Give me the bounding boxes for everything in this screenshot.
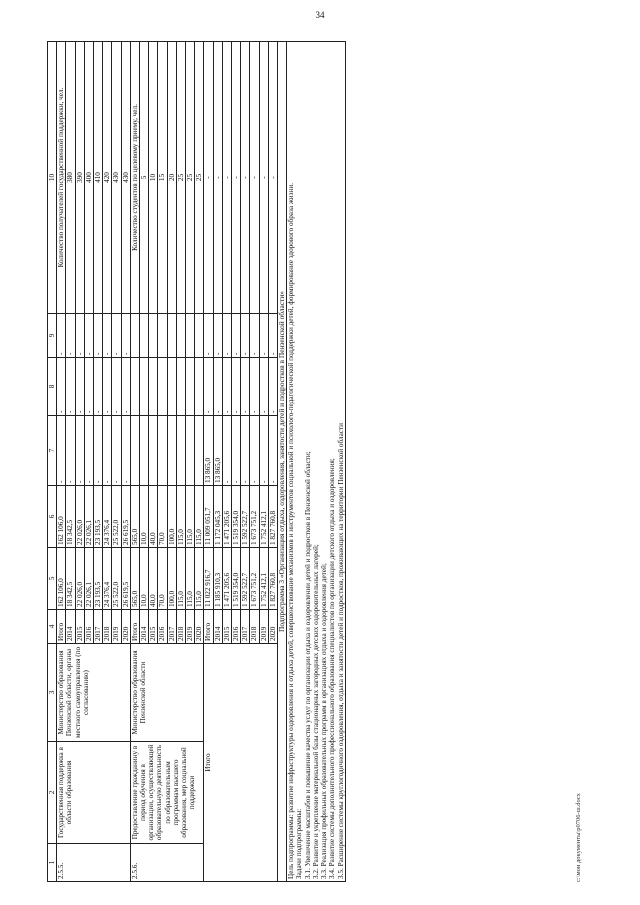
cell-f8: - [259, 358, 268, 416]
cell-f8: - [84, 358, 93, 416]
cell-year: 2018 [250, 610, 259, 644]
cell-f7: - [268, 416, 277, 486]
cell-f5: 22 026,0 [75, 548, 84, 610]
col-6-header: 6 [48, 486, 57, 548]
cell-f6: 10,0 [140, 486, 149, 548]
cell-f8: - [66, 358, 75, 416]
cell-f7 [149, 416, 158, 486]
row-number: 2.5.6. [130, 844, 204, 882]
cell-f6: 1 673 751,2 [250, 486, 259, 548]
cell-f5: 115,0 [176, 548, 185, 610]
cell-f5: 162 106,0 [57, 548, 66, 610]
cell-year: 2016 [84, 610, 93, 644]
cell-f6: 1 519 354,0 [232, 486, 241, 548]
cell-f5: 1 673 751,2 [250, 548, 259, 610]
cell-f8 [158, 358, 167, 416]
cell-year: 2016 [158, 610, 167, 644]
cell-f9 [130, 314, 139, 358]
cell-f5: 11 022 916,7 [204, 548, 213, 610]
cell-f6: 1 172 045,3 [213, 486, 222, 548]
cell-f8: - [213, 358, 222, 416]
cell-f10: 25 [176, 42, 185, 314]
cell-f7 [140, 416, 149, 486]
cell-f8: - [232, 358, 241, 416]
table-row [204, 42, 213, 882]
col-8-header: 8 [48, 358, 57, 416]
cell-f9: - [121, 314, 130, 358]
cell-f7: - [121, 416, 130, 486]
cell-f7 [176, 416, 185, 486]
cell-f9 [186, 314, 195, 358]
col-1-header: 1 [48, 844, 57, 882]
cell-f10: 390 [75, 42, 84, 314]
cell-f5: 40,0 [149, 548, 158, 610]
cell-year: 2018 [103, 610, 112, 644]
cell-year: 2019 [112, 610, 121, 644]
cell-f8 [140, 358, 149, 416]
cell-f8: - [241, 358, 250, 416]
col-4-header: 4 [48, 610, 57, 644]
cell-f9 [149, 314, 158, 358]
cell-f5: 23 193,5 [94, 548, 103, 610]
cell-f10: 410 [94, 42, 103, 314]
table-row [57, 42, 66, 882]
tasks-title: Задачи подпрограммы: [295, 808, 304, 879]
cell-f10: - [213, 42, 222, 314]
cell-f9 [176, 314, 185, 358]
goal-row [287, 42, 345, 882]
cell-f5: 1 592 522,7 [241, 548, 250, 610]
cell-year: 2020 [195, 610, 204, 644]
cell-f7 [130, 416, 139, 486]
col-5-header: 5 [48, 548, 57, 610]
cell-f9 [167, 314, 176, 358]
cell-f6: 40,0 [149, 486, 158, 548]
task-1: 3.1. Увеличение масштабов и повышение качества услуг по организации отдыха и оздоровлении детей и подростков в Пензенской области; [303, 451, 312, 879]
cell-f6: 26 619,5 [121, 486, 130, 548]
cell-f6: 18 342,5 [66, 486, 75, 548]
page-number: 34 [315, 10, 325, 20]
cell-year: 2017 [167, 610, 176, 644]
cell-f10: - [259, 42, 268, 314]
col-7-header: 7 [48, 416, 57, 486]
cell-year: Итого [57, 610, 66, 644]
cell-f5: 100,0 [167, 548, 176, 610]
cell-f7: - [222, 416, 231, 486]
cell-f7 [186, 416, 195, 486]
cell-f10: 400 [84, 42, 93, 314]
cell-f7: - [259, 416, 268, 486]
cell-f7 [167, 416, 176, 486]
cell-year: 2020 [268, 610, 277, 644]
cell-f6: 115,0 [186, 486, 195, 548]
cell-f6: 1 752 412,1 [259, 486, 268, 548]
cell-f6: 115,0 [195, 486, 204, 548]
cell-f7 [158, 416, 167, 486]
cell-f5: 10,0 [140, 548, 149, 610]
cell-f10: 25 [186, 42, 195, 314]
cell-f7: - [250, 416, 259, 486]
cell-f6: 1 471 205,6 [222, 486, 231, 548]
cell-f6: 1 592 522,7 [241, 486, 250, 548]
cell-f7: 13 865,0 [213, 416, 222, 486]
cell-f8: - [222, 358, 231, 416]
cell-f9: - [259, 314, 268, 358]
cell-year: 2018 [176, 610, 185, 644]
cell-f8: - [57, 358, 66, 416]
cell-f6: 11 009 051,7 [204, 486, 213, 548]
cell-year: 2014 [66, 610, 75, 644]
cell-year: 2020 [121, 610, 130, 644]
cell-f9 [158, 314, 167, 358]
total-label: Итого [204, 644, 278, 882]
cell-f7: - [103, 416, 112, 486]
cell-f7: - [75, 416, 84, 486]
cell-f8 [176, 358, 185, 416]
cell-f9 [195, 314, 204, 358]
cell-f6: 100,0 [167, 486, 176, 548]
cell-f10: - [204, 42, 213, 314]
cell-f10: 380 [66, 42, 75, 314]
cell-f8 [130, 358, 139, 416]
cell-f6: 24 376,4 [103, 486, 112, 548]
cell-f7: - [57, 416, 66, 486]
cell-year: Итого [204, 610, 213, 644]
footer-path: c:\мои документы\p0706-ш.docx [575, 793, 582, 882]
cell-year: 2017 [241, 610, 250, 644]
cell-year: 2015 [75, 610, 84, 644]
task-5: 3.5. Расширение системы круглогодичного оздоровления, отдыха и занятости детей и подростков, проживающих на территории Пензенской области [336, 423, 345, 879]
cell-f10: Количество студентов по целевому приему, чел. [130, 42, 139, 314]
cell-f8: - [121, 358, 130, 416]
header-row [48, 42, 57, 882]
cell-f10: - [232, 42, 241, 314]
cell-f5: 1 752 412,1 [259, 548, 268, 610]
cell-f9: - [268, 314, 277, 358]
cell-f9: - [213, 314, 222, 358]
cell-f5: 24 376,4 [103, 548, 112, 610]
cell-f9: - [75, 314, 84, 358]
cell-f5: 115,0 [195, 548, 204, 610]
cell-f9: - [222, 314, 231, 358]
cell-year: 2016 [232, 610, 241, 644]
cell-f6: 22 026,1 [84, 486, 93, 548]
subprogram-title-row [278, 42, 287, 882]
cell-f8: - [268, 358, 277, 416]
cell-f10: 430 [112, 42, 121, 314]
cell-f7: - [94, 416, 103, 486]
cell-f9: - [112, 314, 121, 358]
goal-block [287, 42, 345, 882]
cell-f9: - [57, 314, 66, 358]
executor: Министерство образования Пензенской области, органы местного самоуправления (по согласованию) [57, 644, 131, 742]
cell-f10: - [268, 42, 277, 314]
cell-f10: 10 [149, 42, 158, 314]
goal-text: Цель подпрограммы: развитие инфраструктуры оздоровления и отдыха детей, совершенствование механизмов и инструментов социальной и психолого-педагогической поддержки детей, формирование здорового образа жизни. [287, 183, 296, 879]
cell-f10: Количество получателей государственной поддержки, чел. [57, 42, 66, 314]
measure-name: Государственная поддержка в области образования [57, 742, 131, 844]
cell-f5: 25 522,0 [112, 548, 121, 610]
cell-f5: 1 519 354,0 [232, 548, 241, 610]
cell-year: 2017 [94, 610, 103, 644]
cell-f5: 1 827 760,8 [268, 548, 277, 610]
cell-f6: 162 106,0 [57, 486, 66, 548]
cell-f8: - [112, 358, 121, 416]
cell-f6: 25 522,0 [112, 486, 121, 548]
cell-year: 2014 [140, 610, 149, 644]
cell-f7 [195, 416, 204, 486]
col-2-header: 2 [48, 742, 57, 844]
table-row [130, 42, 139, 882]
cell-f10: 430 [121, 42, 130, 314]
cell-year: 2015 [149, 610, 158, 644]
cell-f7: - [84, 416, 93, 486]
task-3: 3.3. Реализация профильных образовательных программ в организациях отдыха и оздоровления детей; [320, 563, 329, 879]
cell-f10: 5 [140, 42, 149, 314]
cell-f8 [149, 358, 158, 416]
cell-f10: 20 [167, 42, 176, 314]
cell-f10: 15 [158, 42, 167, 314]
cell-f5: 70,0 [158, 548, 167, 610]
cell-f8 [167, 358, 176, 416]
cell-f9: - [66, 314, 75, 358]
task-2: 3.2. Развитие и укрепление материальной базы стационарных загородных детских оздоровительных лагерей; [311, 544, 320, 879]
subprogram-title: Подпрограмма 3 «Организация отдыха, оздоровления, занятости детей и подростков в Пензенской области» [278, 42, 287, 882]
cell-f8: - [250, 358, 259, 416]
cell-f9: - [204, 314, 213, 358]
task-4: 3.4. Развитие системы дополнительного профессионального образования специалистов по организации детского отдыха и оздоровления; [328, 458, 337, 879]
cell-f8: - [103, 358, 112, 416]
cell-f5: 22 026,1 [84, 548, 93, 610]
cell-f10: 25 [195, 42, 204, 314]
cell-f7: - [241, 416, 250, 486]
cell-f9: - [232, 314, 241, 358]
rotated-page [47, 22, 592, 882]
executor: Министерство образования Пензенской области [130, 644, 204, 742]
cell-f5: 1 471 205,6 [222, 548, 231, 610]
cell-f8: - [94, 358, 103, 416]
cell-year: 2015 [222, 610, 231, 644]
cell-f9 [140, 314, 149, 358]
cell-f9: - [103, 314, 112, 358]
cell-f10: - [241, 42, 250, 314]
cell-f10: - [222, 42, 231, 314]
cell-f8: - [204, 358, 213, 416]
cell-f7: 13 865,0 [204, 416, 213, 486]
cell-f5: 1 185 910,3 [213, 548, 222, 610]
col-3-header: 3 [48, 644, 57, 742]
cell-f9: - [250, 314, 259, 358]
cell-f8 [186, 358, 195, 416]
cell-f9: - [84, 314, 93, 358]
col-9-header: 9 [48, 314, 57, 358]
cell-f6: 565,0 [130, 486, 139, 548]
cell-f8 [195, 358, 204, 416]
cell-year: 2019 [259, 610, 268, 644]
col-10-header: 10 [48, 42, 57, 314]
cell-f9: - [94, 314, 103, 358]
cell-f8: - [75, 358, 84, 416]
cell-f7: - [112, 416, 121, 486]
cell-f5: 565,0 [130, 548, 139, 610]
cell-year: 2014 [213, 610, 222, 644]
program-table [47, 41, 346, 882]
cell-f6: 115,0 [176, 486, 185, 548]
cell-f7: - [66, 416, 75, 486]
cell-f6: 22 026,0 [75, 486, 84, 548]
cell-f6: 23 193,5 [94, 486, 103, 548]
cell-f10: 420 [103, 42, 112, 314]
cell-f6: 70,0 [158, 486, 167, 548]
measure-name: Предоставление гражданину в период обучения в организации, осуществляющей образовательную деятельность по образовательным программам высшего образования, мер социальной поддержки [130, 742, 204, 844]
cell-f6: 1 827 760,8 [268, 486, 277, 548]
cell-year: Итого [130, 610, 139, 644]
cell-f7: - [232, 416, 241, 486]
cell-f9: - [241, 314, 250, 358]
cell-f10: - [250, 42, 259, 314]
cell-f5: 18 342,5 [66, 548, 75, 610]
cell-f5: 115,0 [186, 548, 195, 610]
cell-year: 2019 [186, 610, 195, 644]
cell-f5: 26 619,5 [121, 548, 130, 610]
row-number: 2.5.5. [57, 844, 131, 882]
